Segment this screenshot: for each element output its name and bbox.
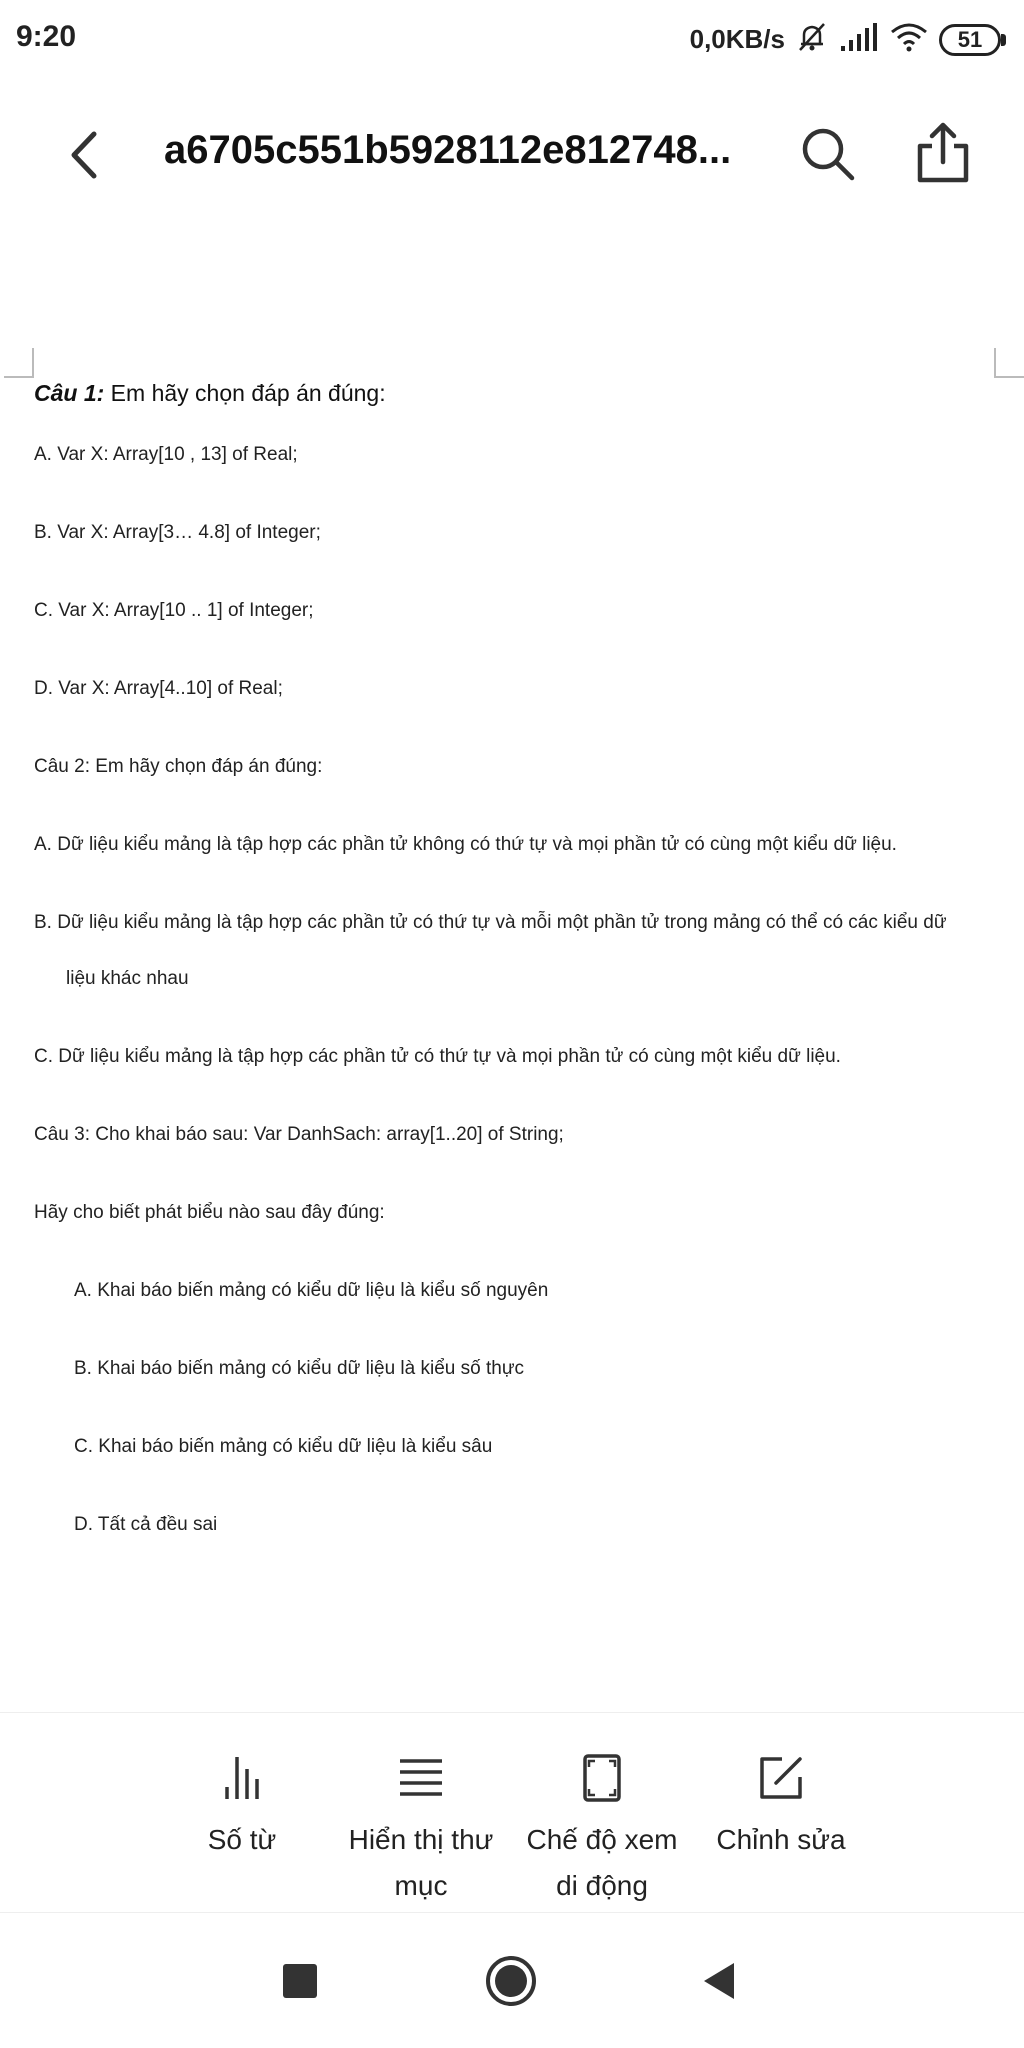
question-3-option-a: A. Khai báo biến mảng có kiểu dữ liệu là kiểu số nguyên xyxy=(74,1280,549,1301)
question-2-option-b-cont: liệu khác nhau xyxy=(66,968,189,989)
net-speed: 0,0KB/s xyxy=(689,24,785,54)
mobile-view-button[interactable] xyxy=(517,1753,687,1909)
edit-icon xyxy=(756,1753,806,1803)
question-3-prompt: Hãy cho biết phát biểu nào sau đây đúng: xyxy=(34,1202,385,1223)
table-of-contents-label: Hiển thị thư mục xyxy=(348,1824,494,1901)
question-1-option-c: C. Var X: Array[10 .. 1] of Integer; xyxy=(34,600,314,621)
search-icon[interactable] xyxy=(798,124,858,184)
status-right xyxy=(690,20,1006,59)
question-1-title: Câu 1: Em hãy chọn đáp án đúng: xyxy=(34,380,386,406)
document-title: a6705c551b5928112e812748... xyxy=(164,128,732,172)
question-2-title: Câu 2: Em hãy chọn đáp án đúng: xyxy=(34,756,323,777)
mobile-view-icon xyxy=(577,1753,627,1803)
table-of-contents-button[interactable] xyxy=(336,1753,506,1909)
document-page[interactable] xyxy=(0,340,1024,1700)
mute-icon xyxy=(795,20,829,59)
list-icon xyxy=(396,1753,446,1803)
share-icon[interactable] xyxy=(912,120,974,186)
question-2-option-c: C. Dữ liệu kiểu mảng là tập hợp các phần tử có thứ tự và mọi phần tử có cùng một kiểu dữ liệu. xyxy=(34,1046,841,1067)
word-count-label: Số từ xyxy=(207,1824,277,1855)
question-1-option-a: A. Var X: Array[10 , 13] of Real; xyxy=(34,444,298,465)
battery-icon xyxy=(939,24,1006,56)
home-icon[interactable] xyxy=(483,1953,539,2009)
page-corner-mark xyxy=(4,348,34,378)
page-corner-mark xyxy=(994,348,1024,378)
status-bar xyxy=(0,0,1024,80)
wifi-icon xyxy=(889,21,929,58)
question-1-option-b: B. Var X: Array[3… 4.8] of Integer; xyxy=(34,522,321,543)
status-time: 9:20 xyxy=(16,20,77,53)
word-count-button[interactable] xyxy=(157,1753,327,1863)
bottom-toolbar xyxy=(0,1712,1024,1912)
edit-label: Chỉnh sửa xyxy=(716,1824,846,1855)
question-3-option-c: C. Khai báo biến mảng có kiểu dữ liệu là kiểu sâu xyxy=(74,1436,493,1457)
question-1-option-d: D. Var X: Array[4..10] of Real; xyxy=(34,678,283,699)
mobile-view-label: Chế độ xem di động xyxy=(526,1824,678,1901)
app-header xyxy=(0,100,1024,210)
question-3-option-d: D. Tất cả đều sai xyxy=(74,1514,218,1535)
recents-icon[interactable] xyxy=(272,1953,328,2009)
word-count-icon xyxy=(217,1753,267,1803)
back-icon[interactable] xyxy=(58,122,112,188)
question-3-title: Câu 3: Cho khai báo sau: Var DanhSach: array[1..20] of String; xyxy=(34,1124,564,1145)
signal-icon xyxy=(839,22,879,57)
question-2-option-a: A. Dữ liệu kiểu mảng là tập hợp các phần tử không có thứ tự và mọi phần tử có cùng một kiểu dữ liệu. xyxy=(34,834,897,855)
edit-button[interactable] xyxy=(696,1753,866,1863)
question-3-option-b: B. Khai báo biến mảng có kiểu dữ liệu là kiểu số thực xyxy=(74,1358,525,1379)
system-navbar xyxy=(0,1912,1024,2048)
question-2-option-b: B. Dữ liệu kiểu mảng là tập hợp các phần tử có thứ tự và mỗi một phần tử trong mảng có thể có các kiểu dữ xyxy=(34,912,947,933)
battery-level: 51 xyxy=(939,24,1001,56)
back-nav-icon[interactable] xyxy=(694,1953,750,2009)
